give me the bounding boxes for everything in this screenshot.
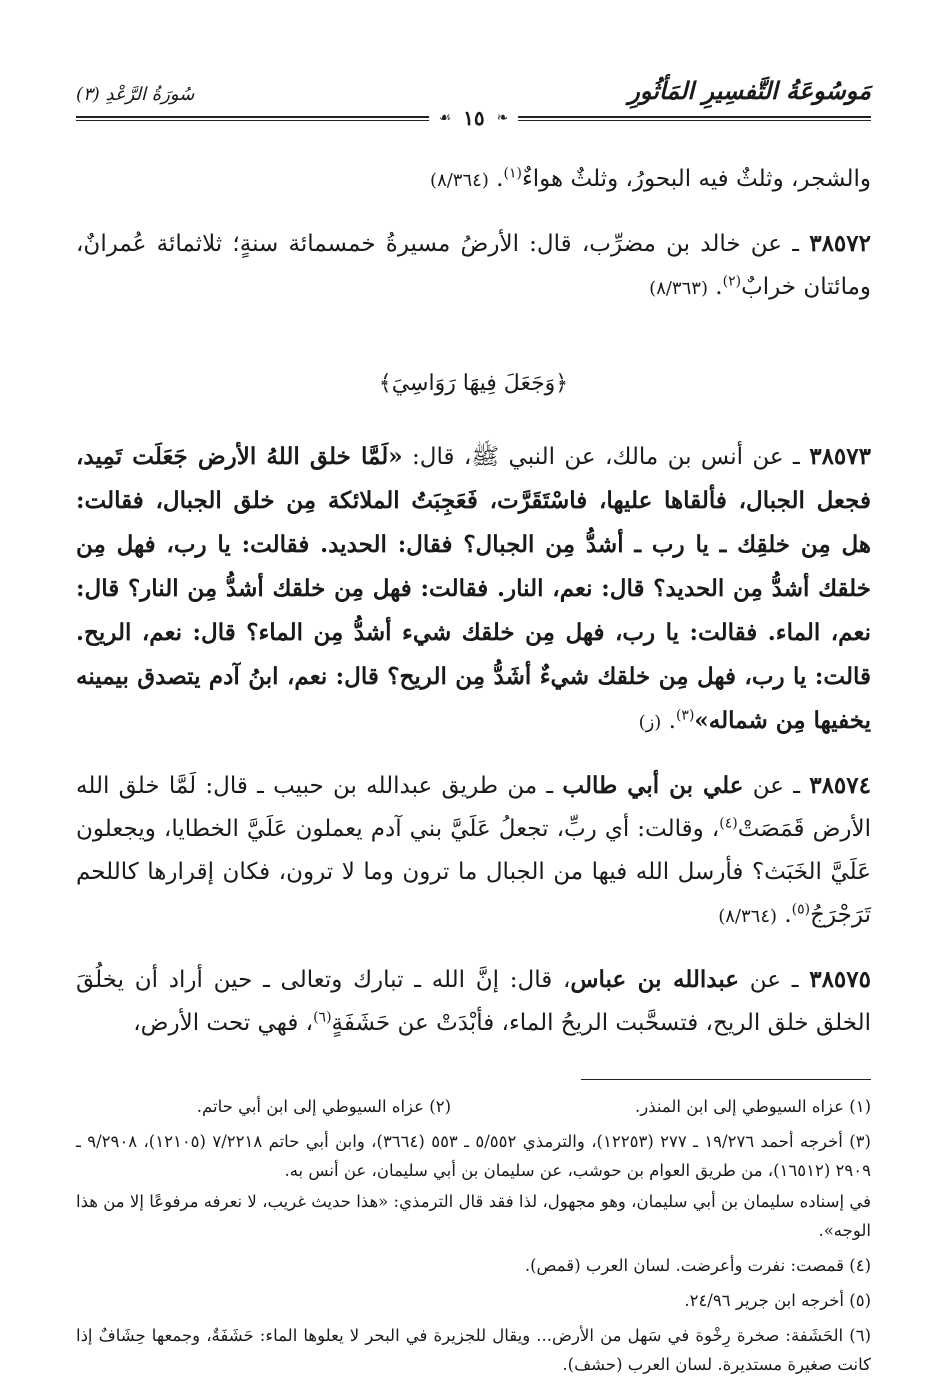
volume-reference: (٨/٣٦٤) <box>718 906 778 927</box>
ornament-icon: ☙ <box>438 110 452 126</box>
body-text: ـ من طريق عبدالله بن حبيب ـ قال: لَمَّا خلق الله الأرض قَمَصَتْ <box>76 773 871 842</box>
narration-number: ٣٨٥٧٢ <box>809 230 871 257</box>
narration-number: ٣٨٥٧٥ <box>809 966 871 993</box>
body-text: . <box>488 166 504 192</box>
footnote-3-note: في إسناده سليمان بن أبي سليمان، وهو مجهول، لذا فقد قال الترمذي: «هذا حديث غريب، لا نعرفه مرفوعًا إلا من هذا الوجه». <box>76 1192 871 1240</box>
footnote-4: (٤) قمصت: نفرت وأعرضت. لسان العرب (قمص). <box>524 1256 871 1275</box>
body-text: . <box>777 902 792 928</box>
hadith-paragraph <box>76 764 871 938</box>
footnote-2: (٢) عزاه السيوطي إلى ابن أبي حاتم. <box>196 1097 451 1116</box>
page-number: ١٥ <box>463 106 485 130</box>
footnotes <box>76 1092 871 1379</box>
page-number-block <box>429 106 519 130</box>
footnote-6: (٦) الحَشَفة: صخرة رِخْوة في سَهل من الأرض... ويقال للجزيرة في البحر لا يعلوها الماء: حَشَفَةٌ، وجمعها حِشَافٌ إذا كانت صغيرة مستديرة. لسان العرب (حشف). <box>76 1326 871 1374</box>
body-text: ، وقالت: أي ربِّ، تجعلُ عَلَيَّ بني آدم يعملون عَلَيَّ الخطايا، ويجعلون عَلَيَّ الخَبَث؟ فأرسل الله فيها من الجبال ما ترون وما لا ترون، فكان إقرارها كاللحم تَرَجْرَجُ <box>76 816 871 928</box>
hadith-paragraph <box>76 222 871 310</box>
bold-text: علي بن أبي طالب <box>562 772 744 799</box>
bold-text: «لَمَّا خلق اللهُ الأرض جَعَلَت تَمِيد، فجعل الجبال، فألقاها عليها، فاسْتَقَرَّت، فَعَجِبَتُ الملائكة مِن خلق الجبال، فقالت: هل مِن خلقِك ـ يا رب ـ أشدُّ مِن الجبال؟ فقال: الحديد. فقالت: يا رب، فهل مِن خلقك أشدُّ مِن الحديد؟ قال: نعم، النار. فقالت: فهل مِن خلقك أشدُّ مِن النار؟ قال: نعم، الماء. فقالت: يا رب، فهل مِن خلقك شيء أشدُّ مِن الماء؟ قال: نعم، الريح. قالت: يا رب، فهل مِن خلقك شيءٌ أشَدُّ مِن الريح؟ قال: نعم، ابنُ آدم يتصدق بيمينه يخفيها مِن شماله» <box>76 443 871 734</box>
volume-reference: (٨/٣٦٣) <box>649 278 708 299</box>
hadith-paragraph <box>76 435 871 744</box>
footnote-rule <box>581 1079 871 1080</box>
body-text: . <box>707 274 723 300</box>
verse-heading: ﴿وَجَعَلَ فِيهَا رَوَاسِيَ﴾ <box>378 371 569 396</box>
body-text: ، قال: إنَّ الله ـ تبارك وتعالى ـ حين أراد أن يخلُقَ الخلق خلق الريح، فتسحَّبت الريحُ الماء، فأبْدَتْ عن حَشَفَةٍ <box>76 967 871 1036</box>
volume-reference: (ز) <box>638 712 662 733</box>
hadith-paragraph <box>76 158 871 202</box>
body-text: ـ عن خالد بن مضرِّب، قال: الأرضُ مسيرةُ خمسمائة سنةٍ؛ ثلاثمائة عُمرانٌ، ومائتان خرابٌ <box>76 231 871 300</box>
ornament-icon: ❧ <box>496 110 509 126</box>
narration-number: ٣٨٥٧٣ <box>809 443 871 470</box>
hadith-paragraph <box>76 958 871 1045</box>
body-text: ، فهي تحت الأرض، <box>133 1010 314 1036</box>
footnote-marker: (٣) <box>675 707 695 724</box>
body-text: والشجر، وثلثٌ فيه البحورُ، وثلثٌ هواءٌ <box>521 166 871 192</box>
book-title: مَوسُوعَةُ التَّفسِيرِ المَأثُورِ <box>628 76 871 105</box>
bold-text: عبدالله بن عباس <box>570 966 740 993</box>
body-text: . <box>661 708 676 734</box>
main-text <box>76 158 871 1045</box>
footnote-marker: (٢) <box>722 273 742 290</box>
volume-reference: (٨/٣٦٤) <box>430 170 489 191</box>
body-text: ـ عن <box>743 773 810 799</box>
paragraphs-bottom <box>76 435 871 1045</box>
narration-number: ٣٨٥٧٤ <box>809 772 871 799</box>
surah-title: سُورَةُ الرَّعْدِ (٣) <box>76 84 195 105</box>
page-header <box>76 70 871 130</box>
footnote-marker: (١) <box>503 165 522 182</box>
footnote-marker: (٦) <box>313 1009 332 1026</box>
footnote-row <box>76 1092 871 1121</box>
body-text: ـ عن <box>739 967 810 993</box>
footnote-marker: (٥) <box>791 901 811 918</box>
footnote-marker: (٤) <box>719 815 738 832</box>
footnote-5: (٥) أخرجه ابن جرير ٢٤/٩٦. <box>684 1291 871 1310</box>
paragraphs-top <box>76 158 871 310</box>
footnote-3: (٣) أخرجه أحمد ١٩/٢٧٦ ـ ٢٧٧ (١٢٢٥٣)، والترمذي ٥/٥٥٢ ـ ٥٥٣ (٣٦٦٤)، وابن أبي حاتم ٧/٢٢١٨ (١٢١٠٥)، ٩/٢٩٠٨ ـ ٢٩٠٩ (١٦٥١٢)، من طريق العوام بن حوشب، عن سليمان بن أبي سليمان، عن أنس به. <box>76 1132 871 1180</box>
body-text: ـ عن أنس بن مالك، عن النبي ﷺ، قال: <box>402 444 810 470</box>
footnote-1: (١) عزاه السيوطي إلى ابن المنذر. <box>635 1097 871 1116</box>
